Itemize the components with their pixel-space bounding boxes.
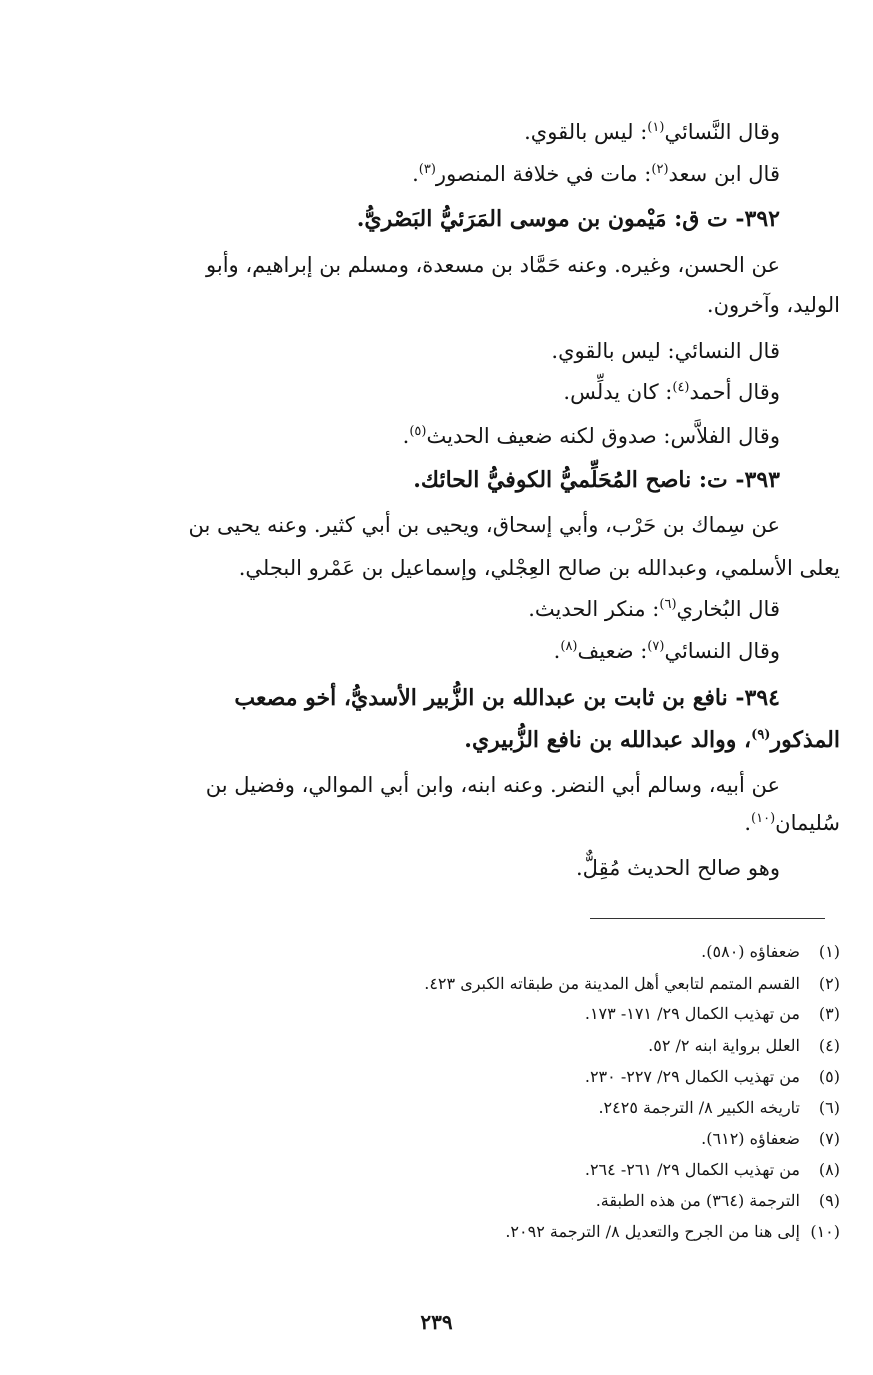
body-line: قال النسائي: ليس بالقوي. — [551, 339, 780, 363]
body-line: يعلى الأسلمي، وعبدالله بن صالح العِجْلي، وإسماعيل بن عَمْرو البجلي. — [238, 556, 840, 580]
body-line — [412, 159, 780, 189]
footnote-2 — [424, 972, 840, 996]
footnote-ref: (٨) — [560, 639, 578, 654]
body-line — [554, 636, 780, 666]
footnote-text: ضعفاؤه (٥٨٠). — [701, 942, 800, 961]
entry-heading-394: ٣٩٤- نافع بن ثابت بن عبدالله بن الزُّبير الأسديُّ، أخو مصعب — [234, 685, 780, 711]
text-run: : منكر الحديث. — [528, 597, 660, 621]
entry-heading-393: ٣٩٣- ت: ناصح المُحَلِّميُّ الكوفيُّ الحائك. — [413, 467, 780, 493]
body-line: عن أبيه، وسالم أبي النضر. وعنه ابنه، وابن أبي الموالي، وفضيل بن — [205, 773, 780, 797]
body-line: وهو صالح الحديث مُقِلٌّ. — [575, 856, 780, 880]
footnote-number: (٢) — [818, 974, 840, 993]
body-line — [528, 594, 780, 624]
footnote-text: تاريخه الكبير ٨/ الترجمة ٢٤٢٥. — [598, 1098, 800, 1117]
footnote-text: من تهذيب الكمال ٢٩/ ٢٢٧- ٢٣٠. — [584, 1067, 800, 1086]
footnote-text: القسم المتمم لتابعي أهل المدينة من طبقاته الكبرى ٤٢٣. — [424, 974, 800, 993]
footnote-7 — [701, 1127, 840, 1151]
footnote-number: (٤) — [818, 1036, 840, 1055]
footnote-text: من تهذيب الكمال ٢٩/ ١٧١- ١٧٣. — [584, 1004, 800, 1023]
entry-heading-392: ٣٩٢- ت ق: مَيْمون بن موسى المَرَئيُّ البَصْريُّ. — [356, 206, 780, 232]
text-run: قال ابن سعد — [668, 162, 780, 186]
footnote-number: (٨) — [818, 1160, 840, 1179]
footnote-text: إلى هنا من الجرح والتعديل ٨/ الترجمة ٢٠٩٢. — [505, 1222, 800, 1241]
footnote-text: ضعفاؤه (٦١٢). — [701, 1129, 800, 1148]
footnote-9 — [596, 1189, 840, 1213]
footnote-4 — [648, 1034, 840, 1058]
footnote-text: الترجمة (٣٦٤) من هذه الطبقة. — [595, 1191, 800, 1210]
body-line: عن الحسن، وغيره. وعنه حَمَّاد بن مسعدة، ومسلم بن إبراهيم، وأبو — [206, 253, 780, 277]
footnote-number: (٣) — [818, 1004, 840, 1023]
footnote-5 — [585, 1065, 840, 1089]
footnote-ref: (٤) — [672, 380, 690, 395]
entry-heading-394-cont — [464, 725, 840, 755]
footnote-number: (٦) — [818, 1098, 840, 1117]
text-run: : كان يدلِّس. — [563, 380, 673, 404]
text-run: ، ووالد عبدالله بن نافع الزُّبيري. — [464, 727, 752, 753]
text-run: . — [744, 811, 752, 835]
footnote-1 — [701, 940, 840, 964]
footnote-ref: (٩) — [751, 727, 771, 743]
text-run: المذكور — [770, 727, 840, 753]
body-line: الوليد، وآخرون. — [706, 293, 840, 317]
footnote-ref: (١٠) — [751, 811, 776, 826]
footnote-text: العلل برواية ابنه ٢/ ٥٢. — [648, 1036, 800, 1055]
text-run: قال البُخاري — [676, 597, 780, 621]
page-number: ٢٣٩ — [420, 1310, 453, 1334]
footnote-text: من تهذيب الكمال ٢٩/ ٢٦١- ٢٦٤. — [584, 1160, 800, 1179]
body-line: عن سِماك بن حَرْب، وأبي إسحاق، ويحيى بن أبي كثير. وعنه يحيى بن — [188, 513, 780, 537]
footnote-divider — [590, 918, 825, 919]
footnote-ref: (٥) — [409, 424, 427, 439]
body-line — [403, 421, 780, 451]
body-line — [744, 808, 840, 838]
text-run: : مات في خلافة المنصور — [435, 162, 652, 186]
text-run: وقال الفلاَّس: صدوق لكنه ضعيف الحديث — [426, 424, 780, 448]
text-run: . — [553, 639, 561, 663]
footnote-10 — [505, 1220, 840, 1244]
footnote-number: (٥) — [818, 1067, 840, 1086]
footnote-ref: (٦) — [659, 597, 677, 612]
footnote-ref: (٢) — [651, 162, 669, 177]
footnote-ref: (٧) — [647, 639, 665, 654]
footnote-6 — [598, 1096, 840, 1120]
body-line — [524, 117, 780, 147]
text-run: وقال أحمد — [689, 380, 780, 404]
text-run: وقال النَّسائي — [664, 120, 780, 144]
text-run: : ضعيف — [577, 639, 648, 663]
footnote-number: (١) — [818, 942, 840, 961]
text-run: وقال النسائي — [664, 639, 780, 663]
footnote-number: (٩) — [818, 1191, 840, 1210]
text-run: : ليس بالقوي. — [524, 120, 648, 144]
footnote-ref: (٣) — [418, 162, 436, 177]
body-line — [563, 377, 780, 407]
text-run: . — [412, 162, 419, 186]
footnote-3 — [585, 1002, 840, 1026]
footnote-8 — [585, 1158, 840, 1182]
text-run: . — [402, 424, 410, 448]
footnote-ref: (١) — [647, 120, 665, 135]
text-run: سُليمان — [775, 811, 840, 835]
footnote-number: (٧) — [818, 1129, 840, 1148]
footnote-number: (١٠) — [810, 1222, 840, 1241]
